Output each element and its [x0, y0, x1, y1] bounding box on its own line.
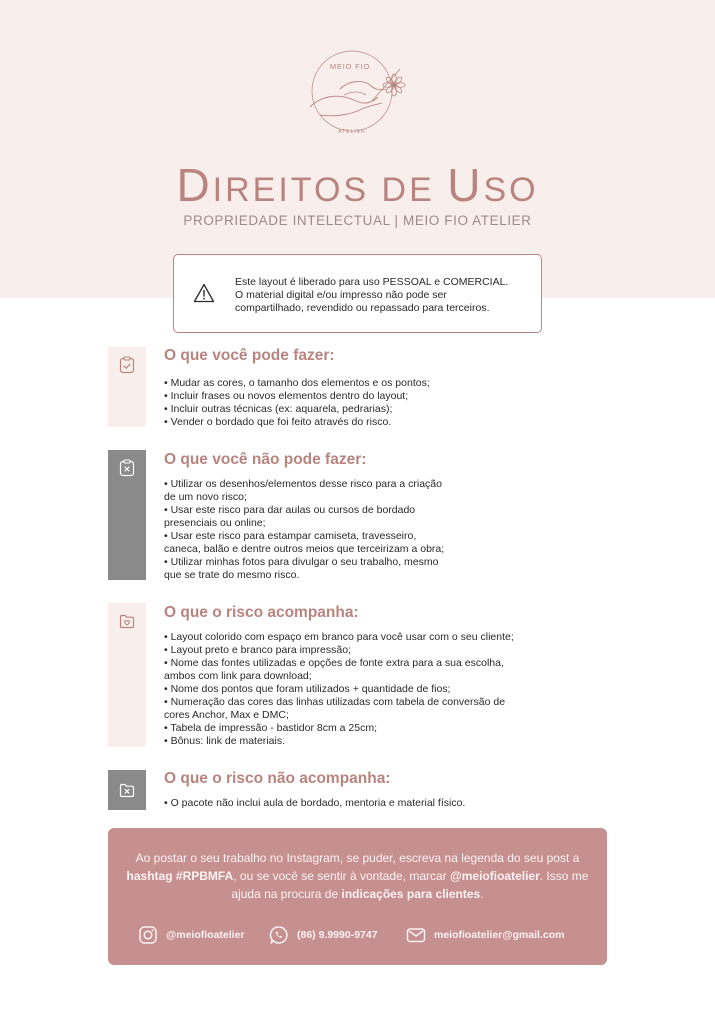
- list-item: • Layout colorido com espaço em branco para você usar com o seu cliente;: [164, 631, 514, 643]
- list-item: de um novo risco;: [164, 491, 247, 503]
- list-item: • Utilizar minhas fotos para divulgar o seu trabalho, mesmo: [164, 556, 439, 568]
- section-list: [164, 797, 465, 810]
- title-part: SO: [483, 171, 539, 209]
- contact-email[interactable]: [406, 924, 564, 946]
- contact-label: meiofioatelier@gmail.com: [434, 929, 565, 941]
- folder-heart-icon: [119, 612, 135, 630]
- section-list: [164, 478, 444, 582]
- list-item: • Bônus: link de materiais.: [164, 735, 285, 747]
- list-item: que se trate do mesmo risco.: [164, 569, 300, 581]
- whatsapp-icon: [269, 925, 289, 945]
- mail-icon: [406, 925, 426, 945]
- message-text: .: [480, 887, 484, 901]
- notice-line: O material digital e/ou impresso não pode ser: [235, 289, 447, 301]
- contact-label: (86) 9.9990-9747: [297, 929, 378, 941]
- clipboard-x-icon: [119, 459, 135, 477]
- section-title: O que você não pode fazer:: [164, 451, 367, 468]
- list-item: cores Anchor, Max e DMC;: [164, 709, 289, 721]
- folder-x-icon: [119, 781, 135, 799]
- section-title: O que você pode fazer:: [164, 347, 335, 364]
- list-item: • Numeração das cores das linhas utilizadas com tabela de conversão de: [164, 696, 506, 708]
- list-item: • Tabela de impressão - bastidor 8cm a 25cm;: [164, 722, 377, 734]
- message-text: . Isso me ajuda na procura de: [231, 869, 589, 901]
- notice-line: Este layout é liberado para uso PESSOAL e COMERCIAL.: [235, 276, 509, 288]
- message-text: Ao postar o seu trabalho no Instagram, se puder, escreva na legenda do seu: [135, 851, 544, 865]
- section-not-included: [108, 770, 608, 810]
- clipboard-check-icon: [119, 356, 135, 374]
- contact-instagram[interactable]: [138, 924, 245, 946]
- list-item: • Usar este risco para estampar camiseta, travesseiro,: [164, 530, 417, 542]
- title-part: IREITOS DE: [212, 171, 448, 209]
- section-side-bar: [108, 347, 146, 427]
- footer-message: [124, 849, 591, 903]
- contact-list: [138, 924, 588, 946]
- list-item: • Vender o bordado que foi feito através do risco.: [164, 416, 392, 428]
- list-item: • Mudar as cores, o tamanho dos elementos e os pontos;: [164, 377, 430, 389]
- section-cannot-do: [108, 450, 608, 580]
- list-item: • Utilizar os desenhos/elementos desse risco para a criação: [164, 478, 442, 490]
- page-subtitle: PROPRIEDADE INTELECTUAL | MEIO FIO ATELIER: [183, 213, 532, 228]
- hashtag: hashtag #RPBMFA: [126, 869, 234, 883]
- instagram-icon: [138, 925, 158, 945]
- list-item: • O pacote não inclui aula de bordado, mentoria e material físico.: [164, 797, 466, 809]
- list-item: • Usar este risco para dar aulas ou cursos de bordado: [164, 504, 416, 516]
- list-item: • Incluir frases ou novos elementos dentro do layout;: [164, 390, 409, 402]
- logo-tagline: ATELIER: [338, 129, 366, 135]
- contact-whatsapp[interactable]: [269, 924, 378, 946]
- section-side-bar: [108, 770, 146, 810]
- list-item: presenciais ou online;: [164, 517, 266, 529]
- section-side-bar: [108, 603, 146, 747]
- hands-flower-logo: [300, 45, 415, 137]
- section-title: O que o risco não acompanha:: [164, 770, 391, 787]
- section-can-do: [108, 347, 608, 427]
- page-title: [0, 158, 715, 212]
- logo-name: MEIO FIO: [329, 62, 371, 71]
- notice-line: compartilhado, revendido ou repassado para terceiros.: [235, 302, 490, 314]
- section-side-bar: [108, 450, 146, 580]
- contact-label: @meiofioatelier: [166, 929, 245, 941]
- message-text: post a: [546, 851, 580, 865]
- message-text: , ou se você se sentir à vontade, marcar: [233, 869, 447, 883]
- warning-icon: [193, 283, 215, 303]
- list-item: caneca, balão e dentre outros meios que terceirizam a obra;: [164, 543, 445, 555]
- list-item: • Incluir outras técnicas (ex: aquarela, pedrarias);: [164, 403, 393, 415]
- section-list: [164, 631, 514, 748]
- list-item: • Layout preto e branco para impressão;: [164, 644, 351, 656]
- list-item: ambos com link para download;: [164, 670, 312, 682]
- footer-card: [108, 828, 607, 965]
- usage-notice: [173, 254, 542, 333]
- highlight: indicações para clientes: [341, 887, 481, 901]
- section-included: [108, 603, 608, 747]
- title-part: U: [447, 159, 484, 211]
- section-list: [164, 377, 430, 429]
- title-part: D: [176, 159, 213, 211]
- list-item: • Nome das fontes utilizadas e opções de fonte extra para a sua escolha,: [164, 657, 504, 669]
- list-item: • Nome dos pontos que foram utilizados + quantidade de fios;: [164, 683, 451, 695]
- section-title: O que o risco acompanha:: [164, 604, 359, 621]
- notice-text: [235, 276, 535, 315]
- handle: @meiofioatelier: [450, 869, 540, 883]
